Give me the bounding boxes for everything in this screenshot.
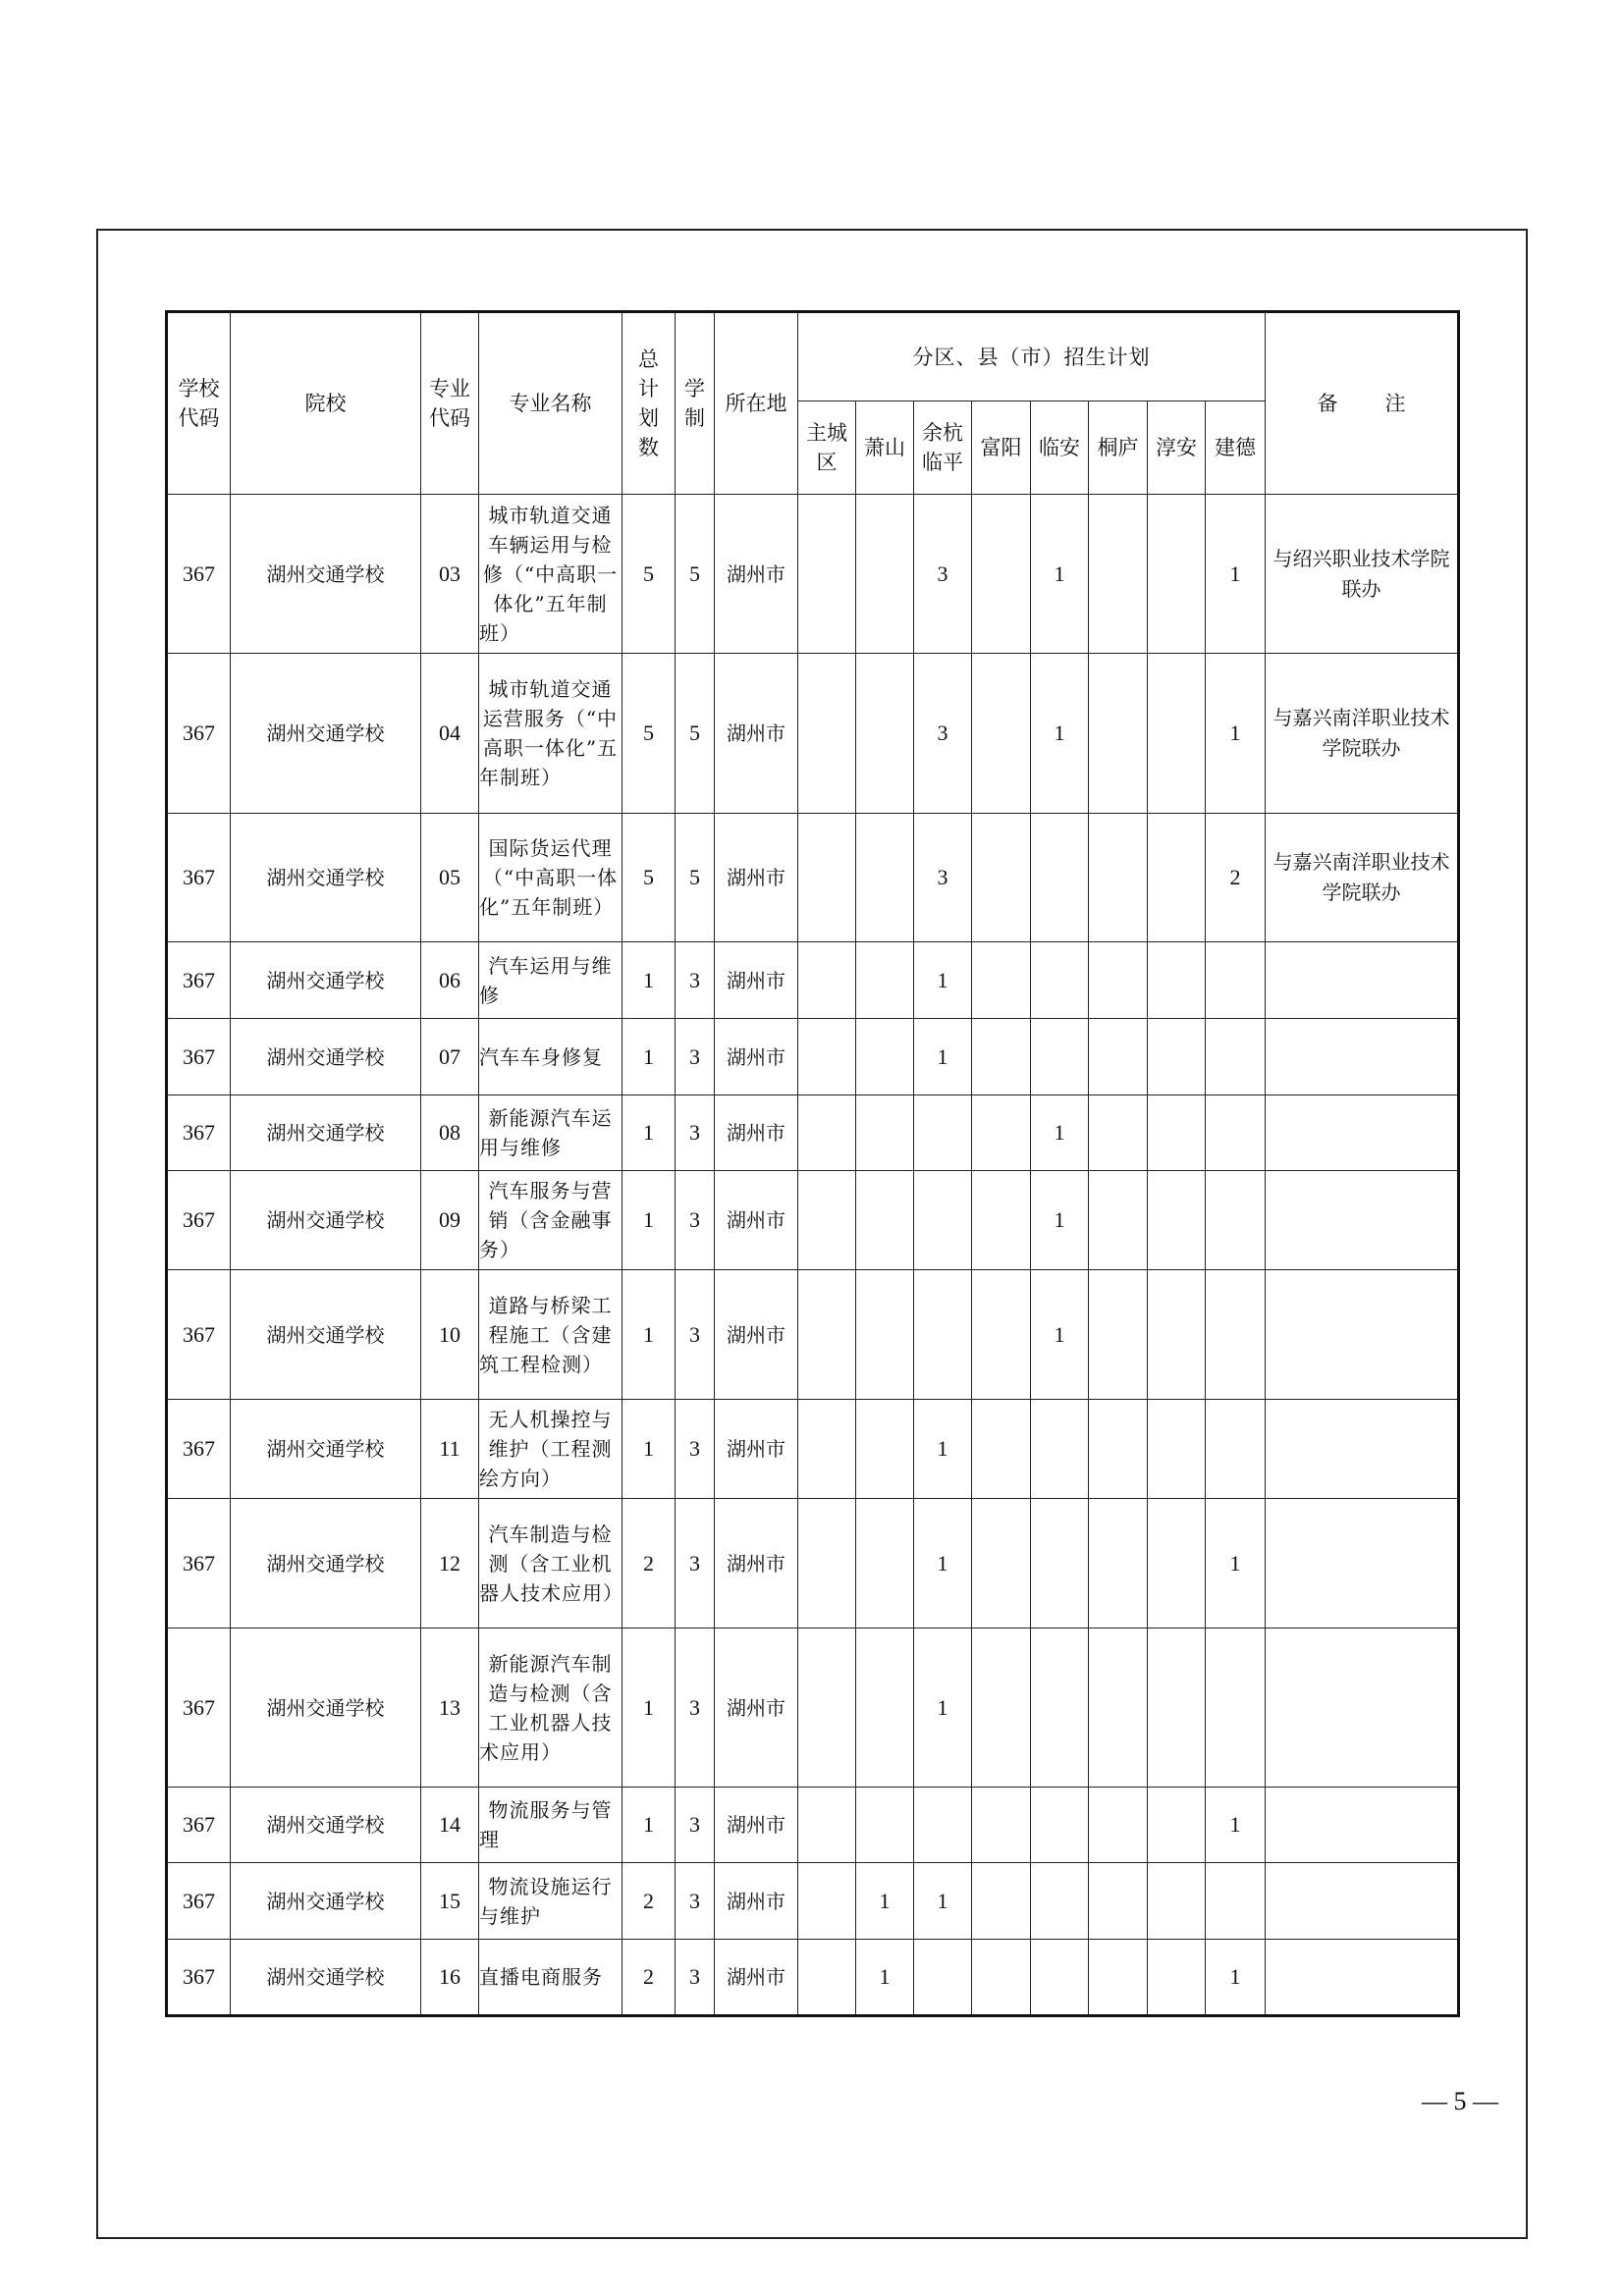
cell-region: 3 — [914, 495, 972, 654]
cell-school-code: 367 — [167, 1019, 231, 1095]
cell-region — [972, 814, 1031, 942]
cell-location: 湖州市 — [715, 1940, 798, 2016]
cell-region — [1206, 1629, 1266, 1788]
cell-region — [1089, 1019, 1148, 1095]
cell-location: 湖州市 — [715, 1788, 798, 1863]
cell-region — [1031, 814, 1089, 942]
cell-region — [798, 942, 856, 1019]
cell-school-code: 367 — [167, 1095, 231, 1171]
cell-region — [856, 1788, 914, 1863]
header-region: 主城 区 — [798, 401, 856, 495]
cell-total: 1 — [623, 942, 676, 1019]
cell-major-code: 15 — [421, 1863, 479, 1940]
cell-region — [798, 1940, 856, 2016]
cell-years: 5 — [676, 814, 715, 942]
cell-school-code: 367 — [167, 1270, 231, 1400]
cell-region — [1148, 1095, 1206, 1171]
cell-region — [1089, 1095, 1148, 1171]
cell-school-code: 367 — [167, 495, 231, 654]
table-row — [167, 495, 1459, 654]
cell-region: 1 — [1206, 1499, 1266, 1629]
cell-major-name: 汽车车身修复 — [479, 1019, 623, 1095]
cell-region: 1 — [1031, 495, 1089, 654]
cell-region: 1 — [914, 1863, 972, 1940]
cell-region — [914, 1788, 972, 1863]
cell-region — [972, 942, 1031, 1019]
cell-region — [1148, 942, 1206, 1019]
cell-region — [798, 1270, 856, 1400]
cell-major-name: 道路与桥梁工程施工（含建筑工程检测） — [479, 1270, 623, 1400]
header-region: 临安 — [1031, 401, 1089, 495]
header-school-code: 学校 代码 — [167, 312, 231, 495]
cell-years: 3 — [676, 1171, 715, 1270]
cell-major-code: 14 — [421, 1788, 479, 1863]
cell-school-code: 367 — [167, 1171, 231, 1270]
cell-major-name: 汽车制造与检测（含工业机器人技术应用） — [479, 1499, 623, 1629]
cell-region — [1031, 1499, 1089, 1629]
table-row — [167, 942, 1459, 1019]
cell-region — [1148, 495, 1206, 654]
header-region: 桐庐 — [1089, 401, 1148, 495]
cell-region — [1206, 1019, 1266, 1095]
table-row — [167, 1095, 1459, 1171]
cell-region — [1089, 1400, 1148, 1499]
cell-region — [972, 1019, 1031, 1095]
cell-region: 1 — [1031, 654, 1089, 814]
cell-school: 湖州交通学校 — [231, 1019, 421, 1095]
cell-school: 湖州交通学校 — [231, 1629, 421, 1788]
cell-major-code: 16 — [421, 1940, 479, 2016]
cell-note: 与嘉兴南洋职业技术学院联办 — [1266, 654, 1459, 814]
cell-school: 湖州交通学校 — [231, 814, 421, 942]
cell-region: 1 — [1206, 1788, 1266, 1863]
header-major-code: 专业 代码 — [421, 312, 479, 495]
cell-region — [856, 942, 914, 1019]
header-region-plan: 分区、县（市）招生计划 — [798, 312, 1266, 401]
cell-region — [972, 654, 1031, 814]
cell-years: 3 — [676, 1629, 715, 1788]
cell-region: 3 — [914, 654, 972, 814]
cell-location: 湖州市 — [715, 1400, 798, 1499]
cell-region — [856, 814, 914, 942]
cell-school-code: 367 — [167, 1400, 231, 1499]
cell-region — [856, 1629, 914, 1788]
cell-region — [1148, 1940, 1206, 2016]
cell-school: 湖州交通学校 — [231, 1270, 421, 1400]
cell-region — [798, 1400, 856, 1499]
cell-region — [972, 1171, 1031, 1270]
table-row — [167, 1940, 1459, 2016]
cell-school-code: 367 — [167, 1788, 231, 1863]
cell-region: 1 — [1206, 654, 1266, 814]
cell-region — [798, 1863, 856, 1940]
cell-region — [972, 1095, 1031, 1171]
cell-region: 1 — [856, 1940, 914, 2016]
cell-region — [1148, 1788, 1206, 1863]
cell-region: 2 — [1206, 814, 1266, 942]
cell-major-code: 13 — [421, 1629, 479, 1788]
cell-region — [1089, 1629, 1148, 1788]
cell-school: 湖州交通学校 — [231, 1171, 421, 1270]
cell-major-name: 新能源汽车制造与检测（含工业机器人技术应用） — [479, 1629, 623, 1788]
cell-region — [856, 1499, 914, 1629]
table-row — [167, 814, 1459, 942]
cell-region — [1148, 1629, 1206, 1788]
cell-region — [798, 654, 856, 814]
cell-major-name: 物流服务与管理 — [479, 1788, 623, 1863]
cell-note — [1266, 1788, 1459, 1863]
header-note: 备 注 — [1266, 312, 1459, 495]
cell-major-name: 新能源汽车运用与维修 — [479, 1095, 623, 1171]
cell-total: 2 — [623, 1940, 676, 2016]
cell-region: 1 — [914, 942, 972, 1019]
table-row — [167, 1499, 1459, 1629]
table-row — [167, 1863, 1459, 1940]
cell-note — [1266, 942, 1459, 1019]
cell-region — [1089, 1863, 1148, 1940]
header-region: 余杭 临平 — [914, 401, 972, 495]
cell-location: 湖州市 — [715, 942, 798, 1019]
cell-region — [1031, 1629, 1089, 1788]
cell-region — [914, 1940, 972, 2016]
cell-location: 湖州市 — [715, 1629, 798, 1788]
header-region: 建德 — [1206, 401, 1266, 495]
cell-school: 湖州交通学校 — [231, 1095, 421, 1171]
cell-years: 3 — [676, 1788, 715, 1863]
cell-school: 湖州交通学校 — [231, 1788, 421, 1863]
cell-region — [798, 495, 856, 654]
cell-region — [1206, 1863, 1266, 1940]
cell-region — [1089, 1788, 1148, 1863]
cell-region: 1 — [914, 1629, 972, 1788]
cell-region: 1 — [914, 1499, 972, 1629]
cell-total: 5 — [623, 495, 676, 654]
cell-major-code: 08 — [421, 1095, 479, 1171]
cell-total: 1 — [623, 1788, 676, 1863]
cell-major-code: 06 — [421, 942, 479, 1019]
cell-region — [798, 814, 856, 942]
cell-years: 3 — [676, 1095, 715, 1171]
cell-region — [1031, 942, 1089, 1019]
cell-years: 3 — [676, 942, 715, 1019]
cell-region — [972, 1400, 1031, 1499]
cell-region: 1 — [1031, 1095, 1089, 1171]
cell-region: 1 — [1031, 1171, 1089, 1270]
cell-note — [1266, 1400, 1459, 1499]
cell-total: 5 — [623, 654, 676, 814]
cell-region — [914, 1171, 972, 1270]
cell-major-name: 无人机操控与维护（工程测绘方向） — [479, 1400, 623, 1499]
cell-location: 湖州市 — [715, 1270, 798, 1400]
table-row — [167, 1629, 1459, 1788]
cell-major-code: 03 — [421, 495, 479, 654]
page-number: — 5 — — [1422, 2087, 1498, 2115]
cell-region — [1089, 1270, 1148, 1400]
cell-note — [1266, 1940, 1459, 2016]
cell-total: 1 — [623, 1171, 676, 1270]
cell-region — [1148, 1270, 1206, 1400]
header-location: 所在地 — [715, 312, 798, 495]
cell-region — [856, 1019, 914, 1095]
cell-region — [798, 1171, 856, 1270]
cell-region — [972, 495, 1031, 654]
cell-region — [1089, 942, 1148, 1019]
cell-region — [1148, 1400, 1206, 1499]
cell-region — [1148, 1019, 1206, 1095]
cell-major-name: 汽车服务与营销（含金融事务） — [479, 1171, 623, 1270]
header-major-name: 专业名称 — [479, 312, 623, 495]
header-school: 院校 — [231, 312, 421, 495]
cell-note — [1266, 1863, 1459, 1940]
header-region: 富阳 — [972, 401, 1031, 495]
cell-location: 湖州市 — [715, 1019, 798, 1095]
cell-major-code: 09 — [421, 1171, 479, 1270]
cell-total: 1 — [623, 1095, 676, 1171]
cell-location: 湖州市 — [715, 1863, 798, 1940]
cell-years: 3 — [676, 1863, 715, 1940]
cell-region — [1206, 1171, 1266, 1270]
cell-note — [1266, 1095, 1459, 1171]
cell-total: 5 — [623, 814, 676, 942]
cell-total: 1 — [623, 1270, 676, 1400]
cell-school-code: 367 — [167, 654, 231, 814]
cell-note: 与绍兴职业技术学院联办 — [1266, 495, 1459, 654]
cell-location: 湖州市 — [715, 814, 798, 942]
cell-major-code: 04 — [421, 654, 479, 814]
table-row — [167, 1788, 1459, 1863]
cell-region — [798, 1788, 856, 1863]
cell-major-code: 07 — [421, 1019, 479, 1095]
cell-region — [972, 1788, 1031, 1863]
cell-major-name: 直播电商服务 — [479, 1940, 623, 2016]
cell-region — [1206, 1270, 1266, 1400]
cell-region — [1089, 1940, 1148, 2016]
cell-total: 2 — [623, 1863, 676, 1940]
cell-region: 1 — [914, 1019, 972, 1095]
cell-total: 1 — [623, 1629, 676, 1788]
cell-region: 1 — [1206, 495, 1266, 654]
cell-school: 湖州交通学校 — [231, 654, 421, 814]
table-row — [167, 1270, 1459, 1400]
cell-region — [1031, 1019, 1089, 1095]
cell-region — [1089, 1499, 1148, 1629]
enrollment-plan-table — [165, 310, 1460, 2017]
cell-region — [1148, 654, 1206, 814]
cell-region — [972, 1940, 1031, 2016]
cell-total: 1 — [623, 1400, 676, 1499]
cell-major-code: 05 — [421, 814, 479, 942]
cell-school-code: 367 — [167, 1940, 231, 2016]
cell-note — [1266, 1270, 1459, 1400]
cell-major-code: 11 — [421, 1400, 479, 1499]
cell-years: 3 — [676, 1019, 715, 1095]
cell-location: 湖州市 — [715, 1499, 798, 1629]
cell-region — [972, 1629, 1031, 1788]
cell-major-name: 汽车运用与维修 — [479, 942, 623, 1019]
cell-location: 湖州市 — [715, 495, 798, 654]
table-row — [167, 654, 1459, 814]
cell-region — [972, 1863, 1031, 1940]
cell-region — [856, 1400, 914, 1499]
cell-region — [1148, 1863, 1206, 1940]
cell-region — [914, 1270, 972, 1400]
cell-region — [1031, 1940, 1089, 2016]
cell-note — [1266, 1629, 1459, 1788]
table-row — [167, 1400, 1459, 1499]
cell-location: 湖州市 — [715, 1171, 798, 1270]
cell-region — [972, 1499, 1031, 1629]
cell-region: 3 — [914, 814, 972, 942]
cell-location: 湖州市 — [715, 654, 798, 814]
cell-note — [1266, 1499, 1459, 1629]
cell-region — [1031, 1863, 1089, 1940]
cell-region — [856, 1095, 914, 1171]
cell-school: 湖州交通学校 — [231, 495, 421, 654]
cell-region — [856, 654, 914, 814]
cell-region — [856, 495, 914, 654]
cell-region — [1148, 814, 1206, 942]
cell-school-code: 367 — [167, 814, 231, 942]
cell-region — [1089, 814, 1148, 942]
cell-region — [798, 1499, 856, 1629]
header-total-plan: 总 计 划 数 — [623, 312, 676, 495]
table-row — [167, 1171, 1459, 1270]
cell-region: 1 — [856, 1863, 914, 1940]
header-region: 淳安 — [1148, 401, 1206, 495]
header-years: 学 制 — [676, 312, 715, 495]
cell-region — [1089, 654, 1148, 814]
cell-note — [1266, 1019, 1459, 1095]
cell-region — [856, 1270, 914, 1400]
cell-major-code: 10 — [421, 1270, 479, 1400]
cell-region: 1 — [1206, 1940, 1266, 2016]
cell-school-code: 367 — [167, 1629, 231, 1788]
cell-region — [1206, 1400, 1266, 1499]
cell-total: 2 — [623, 1499, 676, 1629]
cell-years: 5 — [676, 654, 715, 814]
cell-school: 湖州交通学校 — [231, 1400, 421, 1499]
cell-years: 3 — [676, 1499, 715, 1629]
cell-region — [1206, 1095, 1266, 1171]
cell-school-code: 367 — [167, 942, 231, 1019]
cell-school: 湖州交通学校 — [231, 942, 421, 1019]
cell-note — [1266, 1171, 1459, 1270]
cell-region — [1031, 1788, 1089, 1863]
cell-region — [914, 1095, 972, 1171]
cell-total: 1 — [623, 1019, 676, 1095]
cell-region — [856, 1171, 914, 1270]
cell-years: 3 — [676, 1940, 715, 2016]
cell-school: 湖州交通学校 — [231, 1940, 421, 2016]
cell-region: 1 — [1031, 1270, 1089, 1400]
cell-region — [1206, 942, 1266, 1019]
cell-school-code: 367 — [167, 1863, 231, 1940]
cell-school: 湖州交通学校 — [231, 1499, 421, 1629]
cell-region — [1089, 1171, 1148, 1270]
cell-region: 1 — [914, 1400, 972, 1499]
cell-years: 3 — [676, 1400, 715, 1499]
cell-major-name: 城市轨道交通运营服务（“中高职一体化”五年制班） — [479, 654, 623, 814]
cell-major-name: 物流设施运行与维护 — [479, 1863, 623, 1940]
cell-major-name: 城市轨道交通车辆运用与检修（“中高职一体化”五年制班） — [479, 495, 623, 654]
cell-major-name: 国际货运代理（“中高职一体化”五年制班） — [479, 814, 623, 942]
cell-region — [1031, 1400, 1089, 1499]
cell-region — [1148, 1499, 1206, 1629]
cell-region — [798, 1629, 856, 1788]
table-row — [167, 1019, 1459, 1095]
cell-region — [798, 1019, 856, 1095]
cell-note: 与嘉兴南洋职业技术学院联办 — [1266, 814, 1459, 942]
cell-region — [798, 1095, 856, 1171]
header-region: 萧山 — [856, 401, 914, 495]
cell-region — [972, 1270, 1031, 1400]
cell-region — [1148, 1171, 1206, 1270]
cell-location: 湖州市 — [715, 1095, 798, 1171]
cell-school: 湖州交通学校 — [231, 1863, 421, 1940]
cell-years: 5 — [676, 495, 715, 654]
cell-major-code: 12 — [421, 1499, 479, 1629]
cell-school-code: 367 — [167, 1499, 231, 1629]
cell-years: 3 — [676, 1270, 715, 1400]
cell-region — [1089, 495, 1148, 654]
